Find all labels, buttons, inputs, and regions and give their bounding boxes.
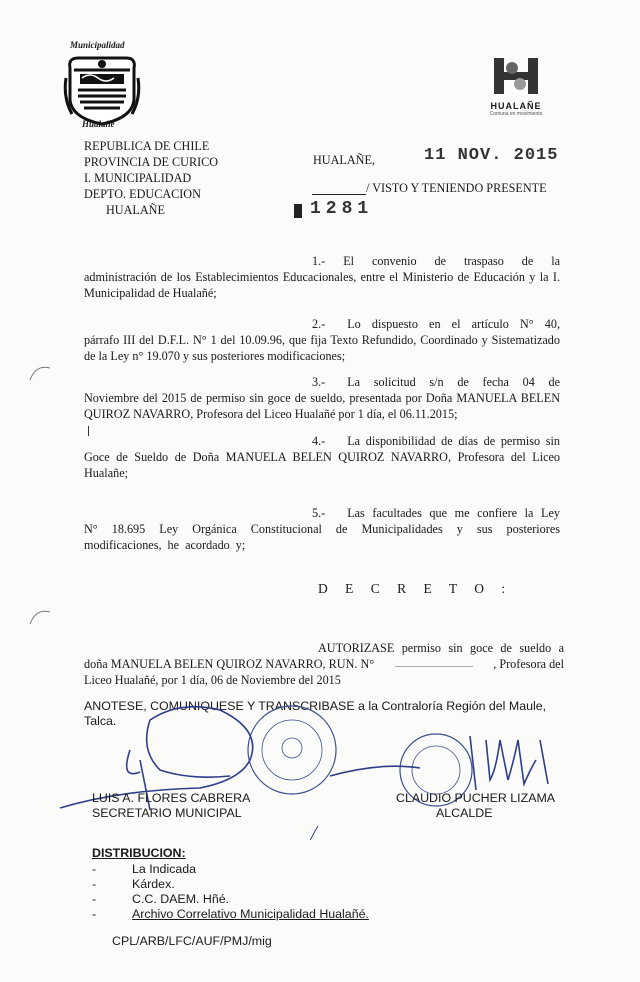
alcalde-role: ALCALDE — [436, 806, 493, 820]
crest-label-top: Municipalidad — [70, 40, 125, 50]
alcalde-block — [396, 791, 555, 821]
considerando-body: Noviembre del 2015 de permiso sin goce de sueldo, presentada por Doña MANUELA BELEN QUIROZ NAVARRO, Profesora del Liceo Hualañé por 1 día, el 06.11.2015; — [84, 391, 560, 421]
crest-label-bottom: Hualañé — [82, 119, 115, 129]
considerando-number: 3.- — [312, 375, 326, 389]
considerando-number: 4.- — [312, 434, 326, 448]
resolution-second-line — [84, 656, 564, 672]
considerando-number: 2.- — [312, 317, 326, 331]
sender-line: PROVINCIA DE CURICO — [84, 155, 219, 169]
initials-line: CPL/ARB/LFC/AUF/PMJ/mig — [112, 934, 272, 948]
considerando-number: 1.- — [312, 254, 326, 268]
sender-line: HUALAÑE — [106, 203, 165, 217]
considerando-lead: Las facultades que me confiere la Ley — [347, 506, 560, 520]
list-item: - C.C. DAEM. Hñé. — [92, 892, 230, 906]
sender-line: DEPTO. EDUCACION — [84, 187, 201, 201]
list-item: - La Indicada — [92, 862, 197, 876]
considerando-first-line — [84, 374, 560, 390]
resolution-first-line: AUTORIZASE permiso sin goce de sueldo a — [318, 641, 564, 655]
sender-block — [84, 138, 218, 218]
distribucion-item: La Indicada — [132, 862, 197, 876]
visto-underline — [312, 194, 366, 195]
secretario-role: SECRETARIO MUNICIPAL — [92, 806, 242, 820]
distribucion-title: DISTRIBUCION: — [92, 846, 186, 860]
decreto-title: D E C R E T O : — [318, 581, 513, 596]
considerando-number: 5.- — [312, 506, 326, 520]
margin-arc-icon — [30, 611, 50, 624]
municipal-crest — [62, 48, 142, 130]
distribucion-block — [92, 846, 186, 861]
distribucion-item: Kárdex. — [132, 877, 175, 891]
decree-number-mark-icon — [294, 204, 302, 218]
anotese-clause: ANOTESE, COMUNIQUESE Y TRANSCRIBASE a la Contraloría Región del Maule, Talca. — [84, 699, 547, 728]
considerando-first-line — [84, 433, 560, 449]
margin-arc-icon — [30, 367, 50, 380]
considerando-lead: El convenio de traspaso de la — [343, 254, 560, 268]
list-item: - Kárdex. — [92, 877, 175, 891]
alcalde-name: CLAUDIO PUCHER LIZAMA — [396, 791, 556, 805]
sender-line: REPUBLICA DE CHILE — [84, 139, 210, 153]
logo-name: HUALAÑE — [490, 101, 542, 111]
crest-shield-icon — [62, 48, 142, 130]
considerando-5 — [84, 505, 560, 553]
considerando-first-line — [84, 316, 560, 332]
considerando-first-line — [84, 253, 560, 269]
considerando-4 — [84, 433, 560, 481]
considerando-lead: La solicitud s/n de fecha 04 de — [347, 375, 560, 389]
margin-marks — [26, 360, 56, 630]
considerando-2 — [84, 316, 560, 364]
distribucion-item: Archivo Correlativo Municipalidad Hualañé. — [132, 907, 369, 921]
date-stamp: 11 NOV. 2015 — [424, 146, 559, 165]
hualane-logo — [476, 56, 556, 120]
redacted-run — [395, 656, 473, 667]
considerando-body: párrafo III del D.F.L. N° 1 del 10.09.96, que fija Texto Refundido, Coordinado y Sistematizado de la Ley n° 19.070 y sus posteriores modificaciones; — [84, 333, 560, 363]
considerando-first-line — [84, 505, 560, 521]
secretario-block — [92, 791, 250, 821]
resolution-third-line: Liceo Hualañé, por 1 día, 06 de Noviembre del 2015 — [84, 673, 341, 687]
considerando-lead: Lo dispuesto en el artículo N° 40, — [347, 317, 560, 331]
annotation-mark-icon — [292, 826, 318, 840]
logo-tagline: Comuna en movimiento — [489, 111, 543, 117]
resolution-name: doña MANUELA BELEN QUIROZ NAVARRO, RUN. N° — [84, 657, 375, 671]
resolution-role: , Profesora del — [493, 657, 564, 671]
sender-line: I. MUNICIPALIDAD — [84, 171, 192, 185]
decree-number: 1281 — [310, 199, 374, 219]
considerando-1 — [84, 253, 560, 301]
considerando-body: Goce de Sueldo de Doña MANUELA BELEN QUIROZ NAVARRO, Profesora del Liceo Hualañe; — [84, 450, 560, 480]
considerando-body: administración de los Establecimientos Educacionales, entre el Ministerio de Educación y la I. Municipalidad de Hualañé; — [84, 270, 560, 300]
alcalde-signature-icon — [330, 736, 548, 790]
place-label: HUALAÑE, — [313, 153, 375, 167]
list-item: - Archivo Correlativo Municipalidad Hualañé. — [92, 907, 369, 921]
considerando-lead: La disponibilidad de días de permiso sin — [347, 434, 560, 448]
hualane-h-logo-icon — [488, 56, 544, 96]
visto-label: / VISTO Y TENIENDO PRESENTE — [366, 181, 547, 195]
considerando-body: N° 18.695 Ley Orgánica Constitucional de Municipalidades y sus posteriores modificaciones, he acordado y; — [84, 522, 560, 552]
secretario-name: LUIS A. FLORES CABRERA — [92, 791, 251, 805]
distribucion-list — [92, 862, 369, 922]
distribucion-item: C.C. DAEM. Hñé. — [132, 892, 230, 906]
secretaria-seal-icon — [248, 706, 336, 794]
considerando-3 — [84, 374, 560, 422]
margin-tick — [88, 426, 89, 436]
